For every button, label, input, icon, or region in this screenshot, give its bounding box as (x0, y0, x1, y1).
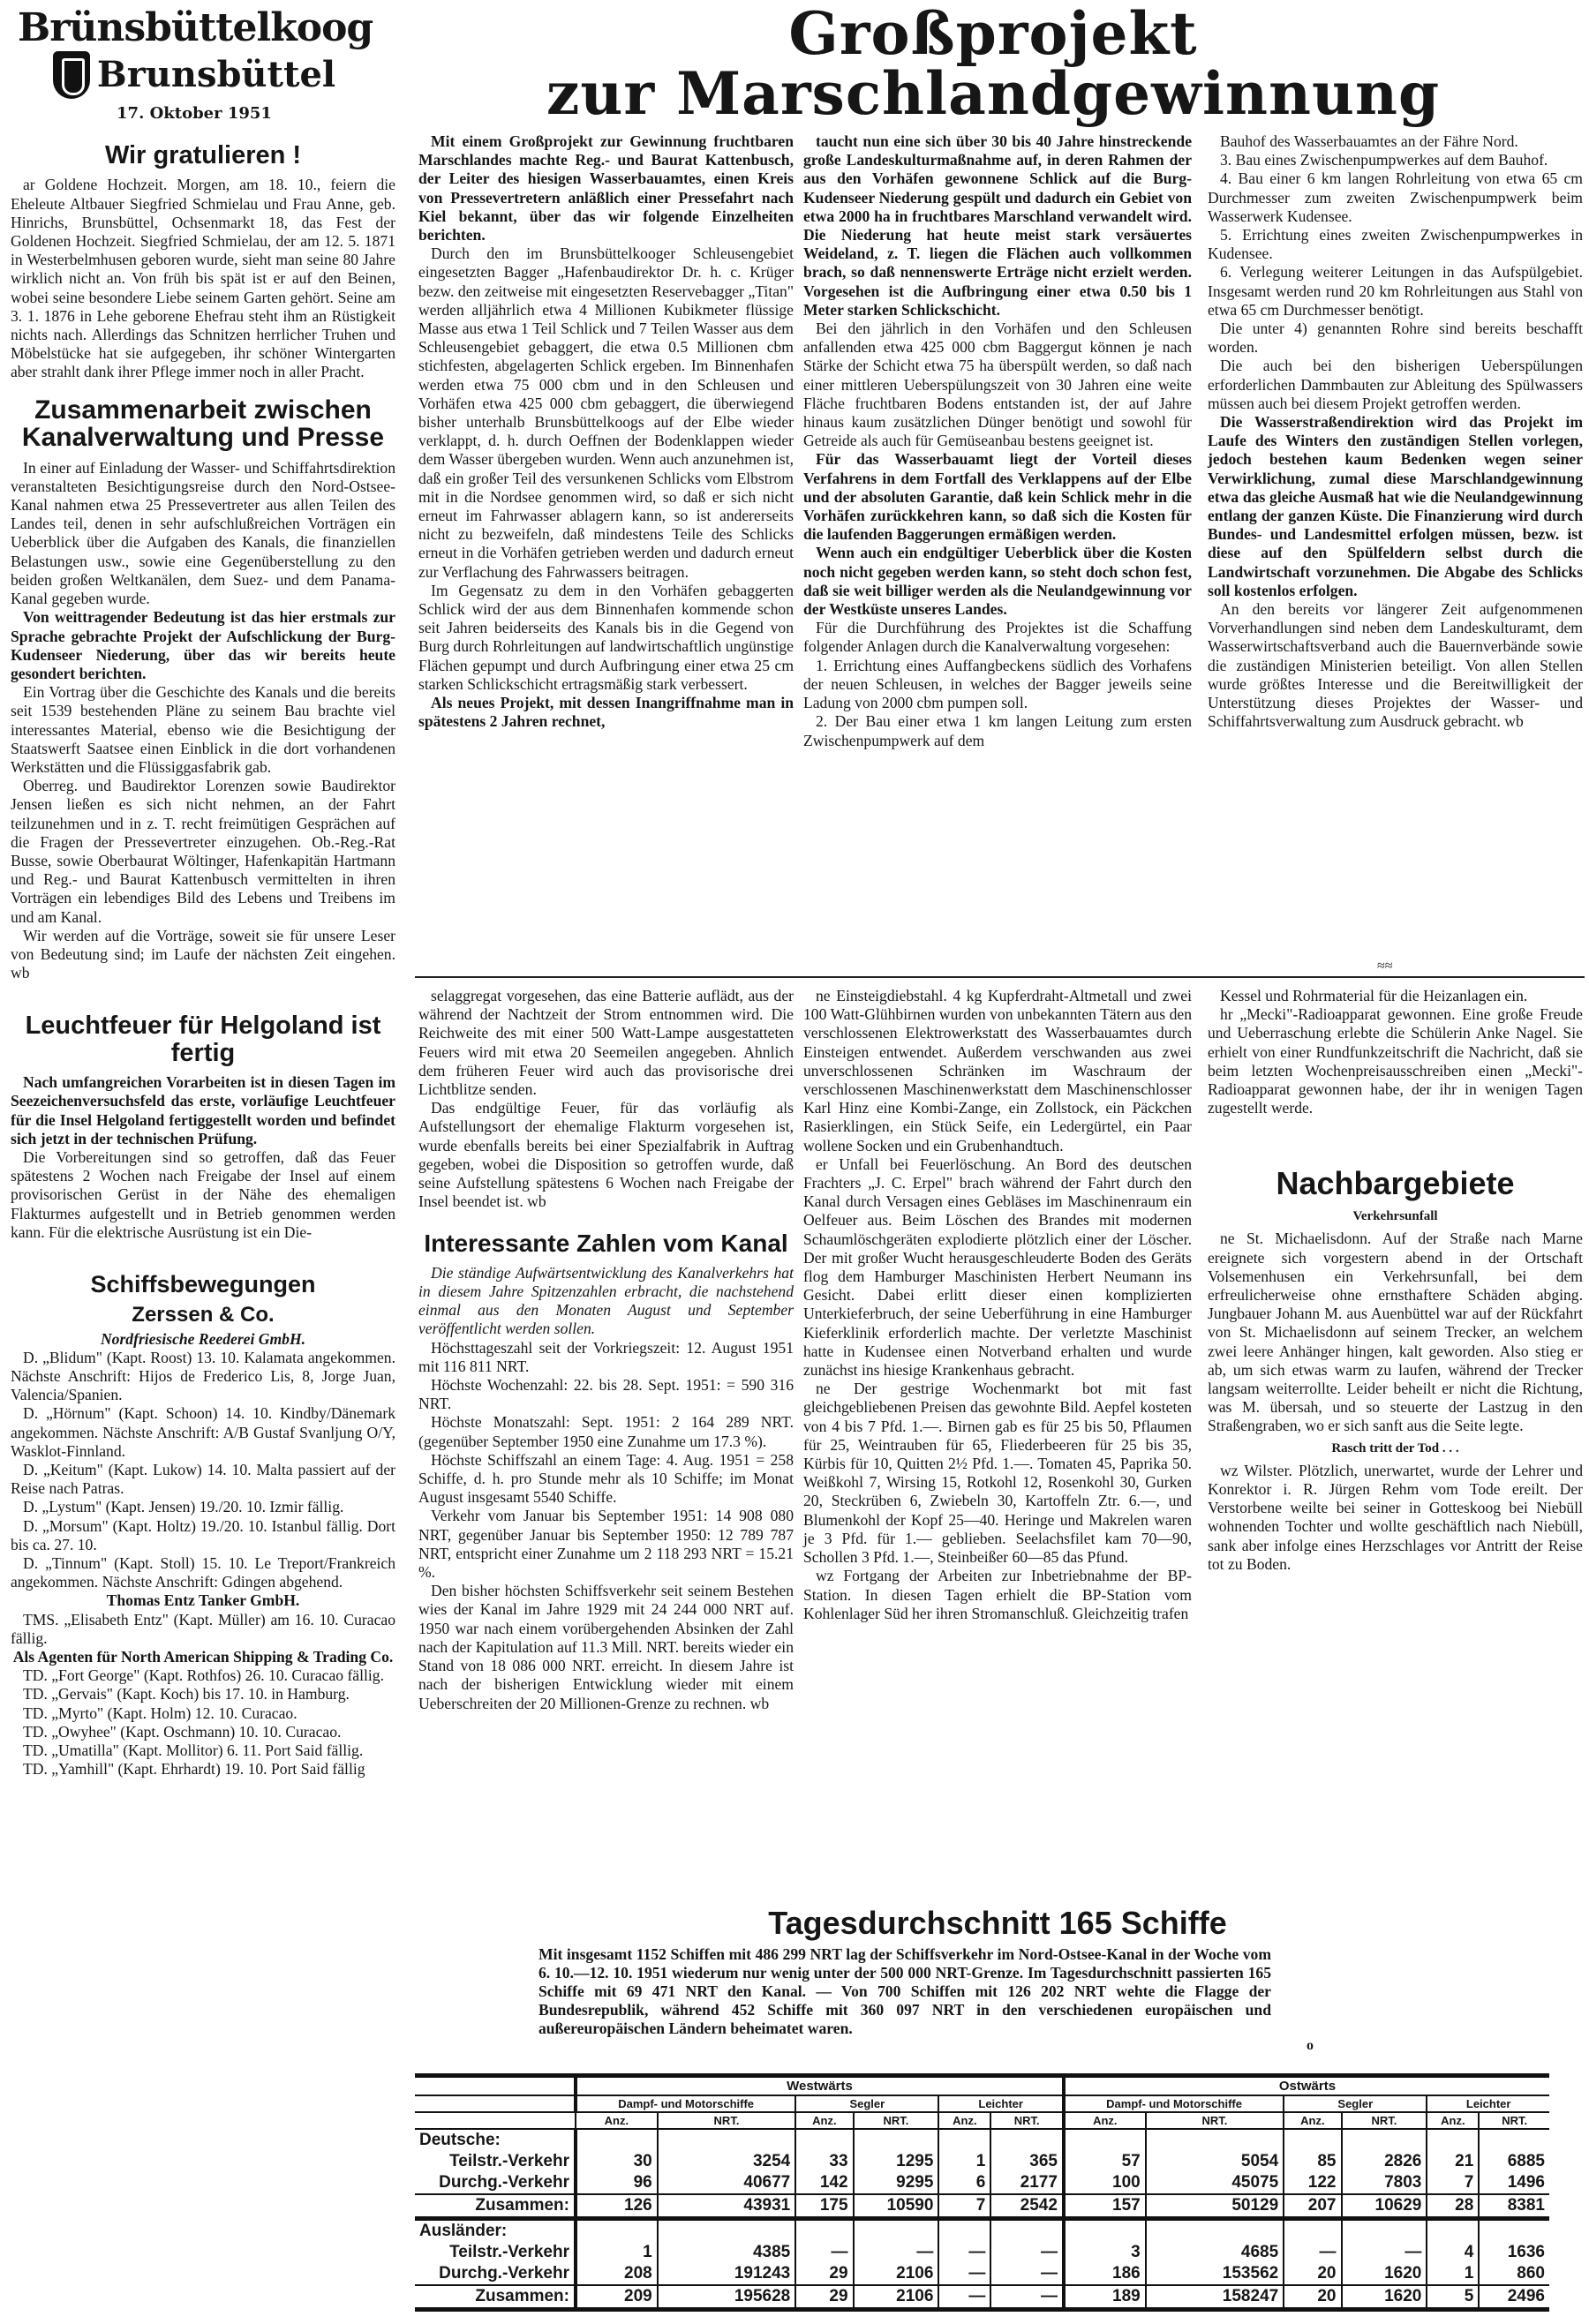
article-lead: Mit insgesamt 1152 Schiffen mit 486 299 NRT lag der Schiffsverkehr im Nord-Ostsee-Kanal in der Woche vom 6. 10.—12. 10. 1951 wiederum nur wenig unter der 500 000 NRT-Grenze. Im Tagesdurchschnitt passierten 165 Schiffe mit 69 471 NRT den Kanal. — Von 700 Schiffen mit 126 202 NRT wehte die Flagge der Bundesrepublik, während 452 Schiffe mit 360 097 NRT in den verschiedenen europäischen und außereuropäischen Ländern beheimatet waren. (538, 1944, 1271, 2037)
sub-header: Anz. (576, 2112, 658, 2129)
empty-cell (1064, 2218, 1146, 2242)
ship-type-header: Dampf- und Motorschiffe (1064, 2095, 1284, 2112)
header-row (415, 2112, 1549, 2129)
group-row (415, 2218, 1549, 2242)
group-label: Deutsche: (419, 2130, 501, 2149)
table-cell: 126 (576, 2194, 658, 2219)
table-cell: 43931 (658, 2194, 796, 2219)
table-cell: 28 (1427, 2194, 1479, 2219)
paragraph: Wir werden auf die Vorträge, soweit sie für unsere Leser von Bedeutung sind; im Laufe der nächsten Zeit eingehen. wb (11, 926, 395, 982)
ship-type-header: Segler (1284, 2095, 1427, 2112)
table-cell: 208 (576, 2263, 658, 2285)
empty-cell (990, 2218, 1064, 2242)
article-body (11, 459, 395, 983)
table-cell: — (1284, 2242, 1341, 2263)
table-cell: — (938, 2242, 990, 2263)
paragraph: Durch den im Brunsbüttelkooger Schleusengebiet eingesetzten Bagger „Hafenbaudirektor Dr. h. c. Krüger bezw. den zeitweise mit eingesetzten Reservebagger „Titan" werden alljährlich etwa 4 Millionen Kubikmeter flüssige Masse aus etwa 1 Teil Schlick und 7 Teilen Wasser aus dem Schleusengebiet gebaggert, die etwa 0.5 Millionen cbm stichfesten, abgelagerten Schlick ergeben. Im Binnenhafen werden etwa 75 000 cbm und in den Schleusen und Vorhäfen etwa 425 000 cbm gebaggert, die überwiegend bisher unterhalb Brunsbüttelkoogs auf der Elbe wieder verklappt, d. h. durch Oeffnen der Bodenklappen wieder dem Wasser übergeben wurden. Wenn auch anzunehmen ist, daß ein großer Teil des versunkenen Schlicks vom Elbstrom mit in die Nordsee genommen wird, so daß er sich nicht erneut im Fahrwasser ablagern kann, so ist andererseits nicht zu bezweifeln, daß mindestens Teile des Schlicks erneut in die Vorhäfen getrieben werden und dadurch erneut zur Verflachung des Fahrwassers beitragen. (418, 244, 794, 581)
table-cell: — (854, 2242, 939, 2263)
table-cell: 7 (938, 2194, 990, 2219)
empty-cell (1479, 2218, 1549, 2242)
paragraph: 4. Bau einer 6 km langen Rohrleitung von etwa 65 cm Durchmesser zum zweiten Zwischenpumpwerk beim Wasserwerk Kudensee. (1208, 169, 1583, 225)
paragraph: TMS. „Elisabeth Entz" (Kapt. Müller) am 16. 10. Curacao fällig. (11, 1610, 395, 1647)
ship-type-header: Segler (795, 2095, 938, 2112)
paragraph: wz Wilster. Plötzlich, unerwartet, wurde der Lehrer und Konrektor i. R. Jürgen Rehm vom Tode ereilt. Der Verstorbene weilte bei seiner in Gotteskoog bei Niebüll wohnenden Tochter und wollte geschäftlich nach Niebüll, sank aber infolge eines Herzschlages vor Antritt der Reise tot zu Boden. (1208, 1461, 1583, 1573)
table-cell: 10590 (854, 2194, 939, 2219)
paragraph: Die Wasserstraßendirektion wird das Projekt im Laufe des Winters den zuständigen Stellen vorlegen, jedoch bestehen kaum Bedenken wegen seiner Verwirklichung, zumal diese Marschlandgewinnung etwa das gleiche Ausmaß hat wie die Neulandgewinnung entlang der ganzen Küste. Die Finanzierung wird durch Bundes- und Landesmittel erfolgen müssen, bezw. ist diese auf den Spülfeldern selbst durch die Landwirtschaft vorzunehmen. Die Abgabe des Schlicks soll kostenlos erfolgen. (1208, 413, 1583, 599)
empty-cell (1342, 2129, 1427, 2151)
article-body (803, 987, 1192, 1623)
table-cell: 158247 (1146, 2285, 1284, 2310)
paragraph: 1. Errichtung eines Auffangbeckens südlich des Vorhafens der neuen Schleusen, in welches der Bagger jeweils seine Ladung von 2000 cbm pumpen soll. (803, 656, 1192, 712)
paragraph: Wenn auch ein endgültiger Ueberblick über die Kosten noch nicht gegeben werden kann, so steht doch schon fest, daß sie weit billiger werden als die Neulandgewinnung vor der Westküste unseres Landes. (803, 544, 1192, 619)
table-cell: — (990, 2285, 1064, 2310)
table-cell: 5054 (1146, 2151, 1284, 2172)
paragraph: Die ständige Aufwärtsentwicklung des Kanalverkehrs hat in diesem Jahre Spitzenzahlen erbracht, die nachstehend einmal aus den Monaten August und September veröffentlicht werden sollen. (418, 1263, 794, 1338)
lead-article-col-2 (803, 132, 1192, 750)
masthead-town-2: Brunsbüttel (96, 54, 336, 95)
table-cell: 175 (795, 2194, 853, 2219)
empty-cell (990, 2129, 1064, 2151)
paragraph: Bei den jährlich in den Vorhäfen und den Schleusen anfallenden etwa 425 000 cbm Baggergut können je nach Stärke der Schicht etwa 75 ha überspült werden, so daß nach einer mittleren Ueberspülungszeit von 30 Jahren eine weite Fläche fruchtbaren Bodens entstanden ist, der auf Jahre hinaus kaum zusätzlichen Dünger benötigt und sowohl für Getreide als auch für Gemüseanbau bestens geeignet ist. (803, 320, 1192, 450)
table-cell: — (990, 2263, 1064, 2285)
table-cell: 50129 (1146, 2194, 1284, 2219)
table-cell: 2826 (1342, 2151, 1427, 2172)
sub-header: NRT. (1479, 2112, 1549, 2129)
table-cell: — (938, 2263, 990, 2285)
table-cell: 96 (576, 2172, 658, 2194)
divider (415, 976, 1585, 978)
paragraph: TD. „Fort George" (Kapt. Rothfos) 26. 10. Curacao fällig. (23, 1666, 384, 1685)
group-row (415, 2129, 1549, 2151)
middle-col-1 (418, 987, 794, 1713)
table-cell: 195628 (658, 2285, 796, 2310)
paragraph: D. „Keitum" (Kapt. Lukow) 14. 10. Malta passiert auf der Reise nach Patras. (11, 1461, 395, 1498)
table-cell: 1295 (854, 2151, 939, 2172)
main-headline-line-1: Großprojekt (788, 0, 1198, 68)
empty-cell (658, 2129, 796, 2151)
table-cell: 7803 (1342, 2172, 1427, 2194)
empty-cell (1342, 2218, 1427, 2242)
paragraph: Bauhof des Wasserbauamtes an der Fähre Nord. (1220, 132, 1518, 150)
table-cell: 1 (1427, 2263, 1479, 2285)
paragraph: TD. „Gervais" (Kapt. Koch) bis 17. 10. in Hamburg. (23, 1685, 350, 1704)
corner-cell (415, 2095, 576, 2112)
paragraph: Mit einem Großprojekt zur Gewinnung fruchtbaren Marschlandes machte Reg.- und Baurat Kattenbusch, der Leiter des hiesigen Wasserbauamtes, einen Kreis von Pressevertretern anläßlich einer Pressefahrt nach Kiel bekannt, über das wir folgende Einzelheiten berichten. (418, 132, 794, 244)
table-cell: 4 (1427, 2242, 1479, 2263)
paragraph: ne St. Michaelisdonn. Auf der Straße nach Marne ereignete sich vorgestern abend in der Ortschaft Volsemenhusen ein Verkehrsunfall, bei dem erfreulicherweise ohne ernsthaftere Schäden abging. Jungbauer Johann M. aus Auenbüttel war auf der Rückfahrt von St. Michaelisdonn auf seinem Trecker, an welchem zwei leere Anhänger hingen, kalt geworden. Also stieg er ab, um sich etwas warm zu laufen, während der Trecker langsam weiterrollte. Leider beheilt er nicht die Richtung, was M. übersah, und so steuerte der Lastzug in den Straßengraben, wo er sich sanft aus die Seite legte. (1208, 1230, 1583, 1435)
table-cell: 2542 (990, 2194, 1064, 2219)
empty-cell (854, 2129, 939, 2151)
table-cell: 3 (1064, 2242, 1146, 2263)
table-cell: 209 (576, 2285, 658, 2310)
paragraph: 2. Der Bau einer etwa 1 km langen Leitung zum ersten Zwischenpumpwerk auf dem (803, 712, 1192, 749)
lead-article-col-1 (418, 132, 794, 732)
table-cell: 33 (795, 2151, 853, 2172)
sub-header: NRT. (990, 2112, 1064, 2129)
table-cell: 85 (1284, 2151, 1341, 2172)
lead-article-col-3 (1208, 132, 1583, 732)
paragraph: An den bereits vor längerer Zeit aufgenommenen Vorverhandlungen sind neben dem Landeskulturamt, dem Wasserwirtschaftsverband auch die Bauernverbände sowie die zuständigen Ministerien beteiligt. Von allen Stellen wurde größtes Interesse und die Bereitwilligkeit der Unterstützung dieses Projektes der Wasser- und Schiffahrtsverwaltung zum Ausdruck gebracht. wb (1208, 600, 1583, 731)
sub-header: Anz. (1064, 2112, 1146, 2129)
paragraph: Die unter 4) genannten Rohre sind bereits beschafft worden. (1208, 320, 1583, 357)
table-cell: 153562 (1146, 2263, 1284, 2285)
paragraph: D. „Morsum" (Kapt. Holtz) 19./20. 10. Istanbul fällig. Dort bis ca. 27. 10. (11, 1516, 395, 1553)
table-cell: 186 (1064, 2263, 1146, 2285)
end-mark: o (1307, 2037, 1314, 2053)
article-body (1208, 132, 1583, 732)
empty-cell (1479, 2129, 1549, 2151)
table-cell: — (1342, 2242, 1427, 2263)
coat-of-arms-icon (53, 51, 90, 99)
paragraph: Im Gegensatz zu dem in den Vorhäfen gebaggerten Schlick wird der aus dem Binnenhafen kommende schon seit Jahren beiderseits des Kanals bis in die Gegend von Burg durch Rohrleitungen auf landwirtschaftlich ungünstige Flächen gepumpt und durch Aufbringung einer etwa 25 cm starken Schlickschicht ertragsmäßig stark verbessert. (418, 581, 794, 693)
paragraph: Nordfriesische Reederei GmbH. (100, 1329, 306, 1348)
table-cell: 4685 (1146, 2242, 1284, 2263)
paragraph: ar Goldene Hochzeit. Morgen, am 18. 10., feiern die Eheleute Altbauer Siegfried Schmielau und Frau Anne, geb. Hinrichs, Brunsbüttel, Ochsenmarkt 18, das Fest der Goldenen Hochzeit. Siegfried Schmielau, der am 12. 5. 1871 in Westerbelmhusen geboren wurde, sieht man seine 80 Jahre wirklich nicht an. Von früh bis spät ist er auf den Beinen, wobei seine besondere Liebe seinem Garten gehört. Seine am 3. 1. 1876 in Lehe geborene Ehefrau steht ihm an Rüstigkeit nichts nach. Allerdings das Schnitzen herrlicher Truhen und Möbelstücke hat sie aufgegeben, ihr schöner Wintergarten aber strahlt dank ihrer Pflege immer noch in aller Pracht. (11, 176, 395, 381)
middle-col-3 (1208, 987, 1583, 1574)
table-cell: 6885 (1479, 2151, 1549, 2172)
company-name: Zerssen & Co. (132, 1303, 275, 1327)
paragraph: D. „Tinnum" (Kapt. Stoll) 15. 10. Le Treport/Frankreich angekommen. Nächste Anschrift: Gdingen abgehend. (11, 1554, 395, 1591)
table-cell: 1636 (1479, 2242, 1549, 2263)
paragraph: TD. „Umatilla" (Kapt. Mollitor) 6. 11. Port Said fällig. (23, 1741, 364, 1760)
table-cell: 1496 (1479, 2172, 1549, 2194)
article-body (1208, 987, 1583, 1117)
article-body (803, 132, 1192, 750)
table-cell: 29 (795, 2285, 853, 2310)
paragraph: ne Der gestrige Wochenmarkt bot mit fast gleichgebliebenen Preisen das gewohnte Bild. Aepfel kosteten von 4 bis 7 Pfd. 1.—. Birnen gab es für 25 bis 50, Pflaumen für 25, Weintrauben für 65, Fliederbeeren für 25 bis 35, Kürbis für 10, Quitten 2½ Pfd. 1.—. Tomaten 45, Paprika 50. Weißkohl 7, Wirsing 15, Rotkohl 12, Rosenkohl 30, Gurken 20, Steckrüben 6, Zwiebeln 30, Kartoffeln Ztr. 6.—, und Blumenkohl der Kopf 25—40. Heringe und Makrelen waren je 3 Pfd. für 1.— geblieben. Seelachsfilet kam 70—90, Schollen 3 Pfd. 1.—, Steinbeißer 60—85 das Pfund. (803, 1380, 1192, 1567)
paragraph: hr „Mecki"-Radioapparat gewonnen. Eine große Freude und Ueberraschung erlebte die Schülerin Anke Nagel. Sie erhielt von einer Rundfunkzeitschrift die Nachricht, daß sie beim letzten Wochenpreisausschreiben einen „Mecki"-Radioapparat gewonnen habe, der ihr in wenigen Tagen zugestellt werde. (1208, 1005, 1583, 1117)
paragraph: Die Vorbereitungen sind so getroffen, daß das Feuer spätestens 2 Wochen nach Freigabe der Insel auf einem provisorischen Gerüst in der Nähe des ehemaligen Flakturmes aufgestellt und in Betrieb genommen werden kann. Für die elektrische Ausrüstung ist ein Die- (11, 1148, 395, 1241)
empty-cell (1146, 2218, 1284, 2242)
masthead-town-1: Brünsbüttelkoog (18, 5, 373, 50)
table-cell: 122 (1284, 2172, 1341, 2194)
paragraph: Thomas Entz Tanker GmbH. (106, 1591, 300, 1610)
empty-cell (1284, 2218, 1341, 2242)
table-cell: 20 (1284, 2285, 1341, 2310)
paragraph: selaggregat vorgesehen, das eine Batterie auflädt, aus der während der Nachtzeit der Strom entnommen wird. Die Reichweite des mit einer 500 Watt-Lampe ausgestatteten Feuers wird mit etwa 20 Seemeilen angegeben. Ahnlich dem früheren Feuer wird auch das provisorische drei Lichtblitze senden. (418, 987, 794, 1099)
masthead-logo (18, 5, 371, 123)
sub-header: Anz. (1284, 2112, 1341, 2129)
paragraph: 6. Verlegung weiterer Leitungen in das Aufspülgebiet. Insgesamt werden rund 20 km Rohrleitungen aus Stahl von etwa 65 cm Durchmesser benötigt. (1208, 263, 1583, 319)
paragraph: Den bisher höchsten Schiffsverkehr seit seinem Bestehen wies der Kanal im Jahre 1929 mit 24 244 000 NRT auf. 1950 war nach einem vorübergehenden Absinken der Zahl nach der Kapitulation auf 11.3 Mill. NRT. bereits wieder ein Stand von 18 086 000 NRT. erreicht. In diesem Jahre ist nach der bisherigen Entwicklung wieder mit einem Ueberschreiten der 20 Millionen-Grenze zu rechnen. wb (418, 1582, 794, 1712)
paragraph: D. „Lystum" (Kapt. Jensen) 19./20. 10. Izmir fällig. (23, 1498, 344, 1516)
table-cell: 1620 (1342, 2263, 1427, 2285)
article-title: Leuchtfeuer für Helgoland ist fertig (25, 1012, 381, 1067)
table-cell: 40677 (658, 2172, 796, 2194)
paragraph: Oberreg. und Baudirektor Lorenzen sowie Baudirektor Jensen ließen es sich nicht nehmen, an der Fahrt teilzunehmen und in z. T. recht freimütigen Gesprächen auf die Fragen der Pressevertreter einzugehen. Ob.-Reg.-Rat Busse, sowie Oberbaurat Wöltinger, Hafenkapitän Hartmann und Reg.- und Baurat Kattenbusch vermittelten in ihren Vorträgen ein lebendiges Bild des Lebens und Treibens im und am Kanal. (11, 777, 395, 926)
paragraph: Das endgültige Feuer, für das vorläufig als Aufstellungsort der ehemalige Flakturm vorgesehen ist, wurde ebenfalls bereits bei einer Spezialfabrik in Auftrag gegeben, wobei die Disposition so getroffen wurde, daß seine Aufstellung spätestens 6 Wochen nach Freigabe der Insel beendet ist. wb (418, 1099, 794, 1211)
paragraph: Von weittragender Bedeutung ist das hier erstmals zur Sprache gebrachte Projekt der Aufschlickung der Burg-Kudenseer Niederung, über das wir bereits heute gesondert berichten. (11, 608, 395, 682)
paragraph: D. „Hörnum" (Kapt. Schoon) 14. 10. Kindby/Dänemark angekommen. Nächste Anschrift: A/B Gustaf Svanljung O/Y, Wasklot-Finnland. (11, 1404, 395, 1460)
direction-header: Ostwärts (1064, 2075, 1549, 2095)
subheading: Verkehrsunfall (1352, 1209, 1438, 1224)
table-cell: 157 (1064, 2194, 1146, 2219)
table-cell: 860 (1479, 2263, 1549, 2285)
paragraph: TD. „Myrto" (Kapt. Holm) 12. 10. Curacao. (23, 1704, 297, 1722)
table-cell: 7 (1427, 2172, 1479, 2194)
article-title: Tagesdurchschnitt 165 Schiffe (768, 1905, 1227, 1941)
end-mark-icon: ≈≈ (1377, 959, 1393, 974)
table-cell: 20 (1284, 2263, 1341, 2285)
empty-cell (1064, 2129, 1146, 2151)
table-cell: 6 (938, 2172, 990, 2194)
table-row (415, 2242, 1549, 2263)
article-title: Zusammenarbeit zwischen Kanalverwaltung und Presse (21, 395, 385, 453)
paragraph: D. „Blidum" (Kapt. Roost) 13. 10. Kalamata angekommen. Nächste Anschrift: Hijos de Frederico Lis, 8, Jorge Juan, Valencia/Spanien. (11, 1348, 395, 1404)
paragraph: Die auch bei den bisherigen Ueberspülungen erforderlichen Dammbauten zur Ableitung des Spülwassers müssen auch bei diesem Projekt getroffen werden. (1208, 357, 1583, 412)
corner-cell (415, 2075, 576, 2095)
table-cell: — (795, 2242, 853, 2263)
section-title: Nachbargebiete (1276, 1165, 1515, 1202)
empty-cell (938, 2129, 990, 2151)
empty-cell (658, 2218, 796, 2242)
table-cell: 1 (938, 2151, 990, 2172)
empty-cell (1284, 2129, 1341, 2151)
table-cell: 191243 (658, 2263, 796, 2285)
table-cell: 365 (990, 2151, 1064, 2172)
table-cell: 207 (1284, 2194, 1341, 2219)
sub-header: NRT. (658, 2112, 796, 2129)
table-cell: 45075 (1146, 2172, 1284, 2194)
article-body (11, 176, 395, 381)
table-cell: 5 (1427, 2285, 1479, 2310)
sub-header: NRT. (854, 2112, 939, 2129)
ship-type-header: Leichter (938, 2095, 1064, 2112)
article-body (11, 1073, 395, 1242)
article-body (1208, 1462, 1583, 1574)
empty-cell (576, 2218, 658, 2242)
tagesdurchschnitt-article (415, 1907, 1580, 2312)
paragraph: TD. „Owyhee" (Kapt. Oschmann) 10. 10. Curacao. (23, 1722, 342, 1741)
table-cell: 2106 (854, 2285, 939, 2310)
empty-cell (576, 2129, 658, 2151)
sub-header: Anz. (938, 2112, 990, 2129)
main-headline-line-2: zur Marschlandgewinnung (546, 59, 1441, 128)
table-cell: 30 (576, 2151, 658, 2172)
article-title: Interessante Zahlen vom Kanal (424, 1230, 788, 1258)
empty-cell (795, 2129, 853, 2151)
paragraph: wz Fortgang der Arbeiten zur Inbetriebnahme der BP-Station. In diesen Tagen erhielt die BP-Station vom Kohlenlager Süd her ihren Stromanschluß. Gleichzeitig trafen (803, 1567, 1192, 1622)
paragraph: 5. Errichtung eines zweiten Zwischenpumpwerkes in Kudensee. (1208, 226, 1583, 263)
article-body (1208, 1230, 1583, 1435)
group-label: Ausländer: (419, 2221, 508, 2240)
table-cell: 2177 (990, 2172, 1064, 2194)
table-cell: — (938, 2285, 990, 2310)
table-cell: 57 (1064, 2151, 1146, 2172)
table-cell: 189 (1064, 2285, 1146, 2310)
ship-type-header: Dampf- und Motorschiffe (576, 2095, 795, 2112)
sub-header: Anz. (1427, 2112, 1479, 2129)
paragraph: Als neues Projekt, mit dessen Inangriffnahme man in spätestens 2 Jahren rechnet, (418, 694, 794, 731)
main-headline (494, 0, 1492, 128)
paragraph: Ein Vortrag über die Geschichte des Kanals und die bereits seit 1539 bestehenden Pläne zu seinem Bau brachte viel interessantes Material, ebenso wie die Besichtigung der Staatswerft Saatsee einen Einblick in die dort vorhandenen Werkstätten und die Flüssiggasfabrik gab. (11, 683, 395, 776)
empty-cell (938, 2218, 990, 2242)
table-cell: 29 (795, 2263, 853, 2285)
article-title: Wir gratulieren ! (104, 141, 302, 169)
sub-header: NRT. (1146, 2112, 1284, 2129)
row-label: Durchg.-Verkehr (439, 2172, 569, 2192)
table-row (415, 2151, 1549, 2172)
direction-header: Westwärts (576, 2075, 1064, 2095)
table-cell: 1 (576, 2242, 658, 2263)
paragraph: Für das Wasserbauamt liegt der Vorteil dieses Verfahrens in dem Fortfall des Verklappens auf der Elbe und der absoluten Garantie, daß kein Schlick mehr in die Vorhäfen zurückkehren kann, so daß sich die Kosten für die laufenden Baggerungen ermäßigen werden. (803, 450, 1192, 544)
paragraph: Als Agenten für North American Shipping & Trading Co. (12, 1648, 394, 1666)
table-cell: 10629 (1342, 2194, 1427, 2219)
table-cell: 1620 (1342, 2285, 1427, 2310)
row-label: Teilstr.-Verkehr (449, 2151, 569, 2170)
table-row (415, 2172, 1549, 2194)
table-cell: 9295 (854, 2172, 939, 2194)
paragraph: TD. „Yamhill" (Kapt. Ehrhardt) 19. 10. Port Said fällig (23, 1760, 365, 1779)
canal-traffic-table (415, 2073, 1549, 2312)
paragraph: 3. Bau eines Zwischenpumpwerkes auf dem Bauhof. (1220, 151, 1548, 169)
empty-cell (1427, 2218, 1479, 2242)
article-body (418, 132, 794, 732)
row-label: Durchg.-Verkehr (439, 2263, 569, 2283)
empty-cell (795, 2218, 853, 2242)
paragraph: Für die Durchführung des Projektes ist die Schaffung folgender Anlagen durch die Kanalverwaltung vorgesehen: (803, 619, 1192, 656)
left-column (11, 137, 395, 1779)
paragraph: Höchste Monatszahl: Sept. 1951: 2 164 289 NRT. (gegenüber September 1950 eine Zunahme um 17.3 %). (418, 1413, 794, 1450)
subheading: Rasch tritt der Tod . . . (1331, 1440, 1459, 1455)
total-row (415, 2194, 1549, 2219)
table-cell: 142 (795, 2172, 853, 2194)
paragraph: taucht nun eine sich über 30 bis 40 Jahre hinstreckende große Landeskulturmaßnahme auf, in deren Rahmen der aus den Vorhäfen gewonnene Schlick auf die Burg-Kudenseer Niederung gespült und dadurch ein Gebiet von etwa 2000 ha in fruchtbares Marschland verwandelt wird. Die Niederung hat heute meist stark versäuertes Weideland, z. T. liegen die Flächen auch vollkommen brach, so daß nennenswerte Erträge nicht erzielt werden. Vorgesehen ist die Aufbringung einer etwa 0.50 bis 1 Meter starken Schlickschicht. (803, 132, 1192, 319)
article-body (418, 987, 794, 1211)
article-body (418, 1264, 794, 1713)
paragraph: In einer auf Einladung der Wasser- und Schiffahrtsdirektion veranstalteten Besichtigungsreise durch den Nord-Ostsee-Kanal nahmen etwa 25 Pressevertreter aus allen Teilen des Landes teil, denen in sehr aufschlußreichen Vorträgen ein Ueberblick über die Aufgaben des Kanals, die finanziellen Belastungen usw., sowie eine Gegenüberstellung zu den beiden großen Weltkanälen, dem Suez- und dem Panama-Kanal gegeben wurde. (11, 458, 395, 608)
table-cell: 2106 (854, 2263, 939, 2285)
ship-type-header: Leichter (1427, 2095, 1549, 2112)
paragraph: er Unfall bei Feuerlöschung. An Bord des deutschen Frachters „J. C. Erpel" brach während der Fahrt durch den Kanal durch Versagen eines Gebläses im Maschinenraum ein Oelfeuer aus. Beim Löschen des Brandes mit modernen Schaumlöschgeräten explodierte plötzlich einer der Löscher. Der mit großer Wucht herausgeschleuderte Boden des Geräts flog dem Hamburger Maschinisten Herbert Neumann ins Gesicht. Dabei erlitt dieser einen komplizierten Unterkieferbruch, der seine Ueberführung in eine Hamburger Kieferklinik erforderlich machte. Der verletzte Maschinist hatte in Kudensee einen Notverband erhalten und wurde zunächst ins hiesige Krankenhaus gebracht. (803, 1154, 1192, 1380)
paragraph: Verkehr vom Januar bis September 1951: 14 908 080 NRT, gegenüber Januar bis September 1950: 12 789 787 NRT, entspricht einer Zunahme um 2 118 293 NRT = 15.21 %. (418, 1507, 794, 1582)
empty-cell (1427, 2129, 1479, 2151)
row-label: Zusammen: (415, 2285, 576, 2310)
header-row (415, 2075, 1549, 2095)
table-cell: 4385 (658, 2242, 796, 2263)
table-row (415, 2263, 1549, 2285)
row-label: Teilstr.-Verkehr (449, 2242, 569, 2261)
empty-cell (1146, 2129, 1284, 2151)
paragraph: Kessel und Rohrmaterial für die Heizanlagen ein. (1220, 987, 1528, 1004)
paragraph: Nach umfangreichen Vorarbeiten ist in diesen Tagen im Seezeichenversuchsfeld das erste, vorläufige Leuchtfeuer für die Insel Helgoland fertiggestellt worden und befindet sich jetzt in der technischen Prüfung. (11, 1073, 395, 1147)
table-cell: 100 (1064, 2172, 1146, 2194)
table-cell: 2496 (1479, 2285, 1549, 2310)
sub-header: Anz. (795, 2112, 853, 2129)
article-body (11, 1330, 395, 1779)
corner-cell (415, 2112, 576, 2129)
sub-header: NRT. (1342, 2112, 1427, 2129)
paragraph: ne Einsteigdiebstahl. 4 kg Kupferdraht-Altmetall und zwei 100 Watt-Glühbirnen wurden von unbekannten Tätern aus den verschlossenen Elektrowerkstatt des Wasserbauamtes durch Einsteigen entwendet. Außerdem verschwanden aus zwei unverschlossenen Schränken im Waschraum der verschlossenen Maschinenwerkstatt dem Maschinenschlosser Karl Hinz eine Kombi-Zange, ein Zollstock, ein Päckchen Rasierklingen, ein Stück Seife, ein Ledergürtel, ein Paar wollene Socken und ein Grubenhandtuch. (803, 987, 1192, 1154)
paragraph: Höchsttageszahl seit der Vorkriegszeit: 12. August 1951 mit 116 811 NRT. (418, 1338, 794, 1375)
section-title: Schiffsbewegungen (90, 1271, 316, 1298)
middle-col-2 (803, 987, 1192, 1623)
empty-cell (854, 2218, 939, 2242)
paragraph: Höchste Wochenzahl: 22. bis 28. Sept. 1951: = 590 316 NRT. (418, 1376, 794, 1413)
table-cell: 21 (1427, 2151, 1479, 2172)
header-row (415, 2095, 1549, 2112)
total-row (415, 2285, 1549, 2310)
table-cell: 8381 (1479, 2194, 1549, 2219)
issue-date: 17. Oktober 1951 (117, 104, 272, 123)
row-label: Zusammen: (415, 2194, 576, 2219)
table-cell: — (990, 2242, 1064, 2263)
paragraph: Höchste Schiffszahl an einem Tage: 4. Aug. 1951 = 258 Schiffe, d. h. pro Stunde mehr als 10 Schiffe; im Monat August insgesamt 5540 Schiffe. (418, 1450, 794, 1507)
table-cell: 3254 (658, 2151, 796, 2172)
